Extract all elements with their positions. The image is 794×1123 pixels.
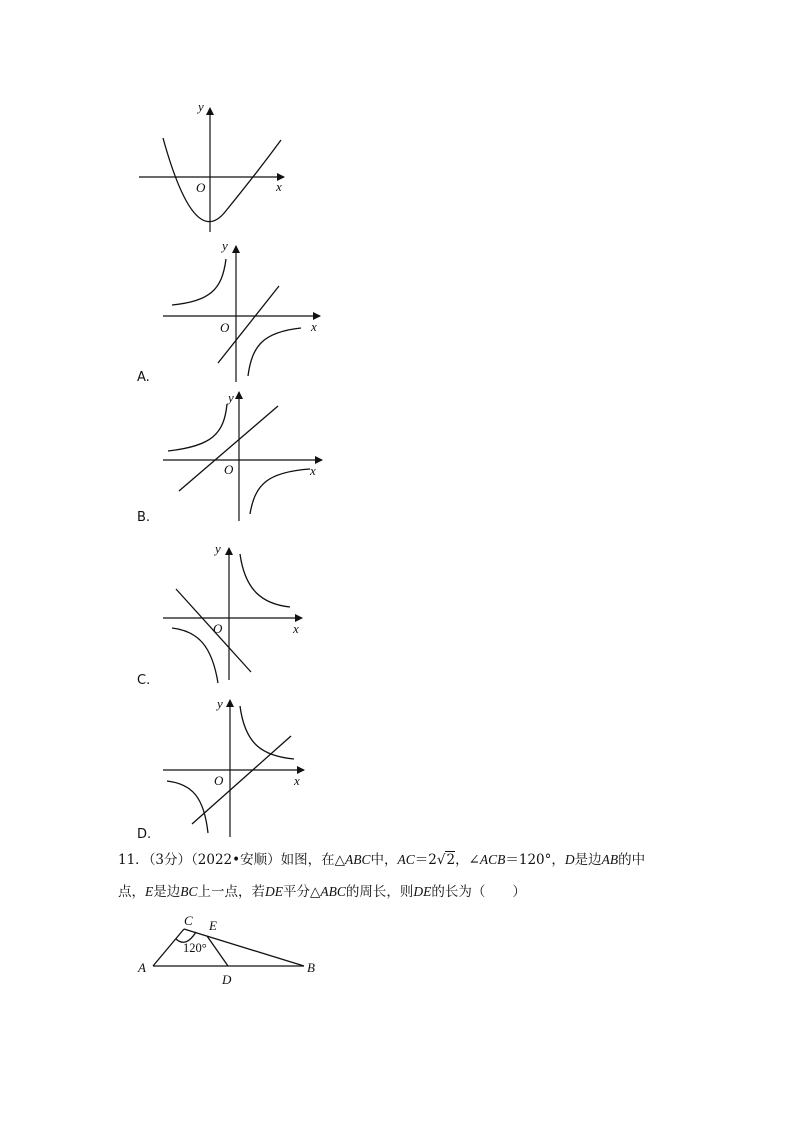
- origin-label: O: [214, 773, 224, 788]
- math-ab: AB: [601, 852, 619, 867]
- math-abc: ABC: [320, 884, 346, 899]
- text: ，∠: [455, 852, 480, 868]
- option-a-label: A.: [137, 370, 150, 385]
- math-de: DE: [413, 884, 432, 899]
- question-number: 11．: [118, 852, 149, 868]
- side-ac: [153, 929, 184, 966]
- point-e-label: E: [209, 918, 217, 933]
- math-bc: BC: [180, 884, 198, 899]
- option-d-graph: [163, 696, 304, 837]
- linear-function-line: [179, 406, 278, 491]
- angle-label: 120°: [183, 941, 207, 955]
- text: ＝120°，: [505, 852, 565, 868]
- segment-de: [207, 936, 228, 966]
- math-d: D: [564, 852, 575, 867]
- origin-label: O: [196, 180, 206, 195]
- hyperbola-branch-right: [248, 328, 301, 376]
- math-e: E: [145, 884, 154, 899]
- x-axis-label: x: [311, 319, 317, 334]
- vertex-c-label: C: [184, 913, 193, 928]
- text: 的周长，则: [345, 884, 414, 900]
- text: ＝2: [414, 852, 437, 868]
- text: 上一点，若: [197, 884, 266, 900]
- option-a-graph: [163, 238, 320, 382]
- sqrt-argument: 2: [446, 852, 456, 868]
- text: 的长为（ ）: [431, 884, 526, 900]
- y-axis-label: y: [222, 238, 228, 253]
- text: 如图，在△: [280, 852, 345, 868]
- vertex-b-label: B: [307, 960, 315, 975]
- hyperbola-branch-left: [172, 628, 218, 683]
- text: 中，: [370, 852, 398, 868]
- hyperbola-branch-right: [240, 554, 290, 607]
- math-ac: AC: [397, 852, 415, 867]
- y-axis-label: y: [217, 696, 223, 711]
- triangle-figure: [137, 913, 315, 987]
- hyperbola-branch-left: [167, 781, 208, 833]
- hyperbola-branch-right: [250, 469, 310, 514]
- text: 的中: [618, 852, 646, 868]
- question-score: （3分）: [148, 852, 192, 868]
- math-acb: ACB: [479, 852, 506, 867]
- question-11-line-1: [118, 846, 645, 874]
- parabola-curve: [163, 138, 281, 222]
- text: 点，: [118, 884, 145, 900]
- hyperbola-branch-left: [168, 404, 227, 451]
- point-d-label: D: [222, 972, 232, 987]
- vertex-a-label: A: [138, 960, 146, 975]
- option-c-label: C.: [137, 673, 151, 688]
- x-axis-label: x: [294, 773, 300, 788]
- text: 平分△: [283, 884, 321, 900]
- question-source: （2022•安顺）: [191, 852, 281, 868]
- x-axis-label: x: [310, 463, 316, 478]
- linear-function-line: [192, 736, 291, 824]
- option-b-label: B.: [137, 510, 151, 525]
- origin-label: O: [220, 320, 230, 335]
- option-b-graph: [163, 390, 322, 521]
- option-c-graph: [163, 541, 302, 683]
- parabola-graph: [139, 99, 284, 232]
- hyperbola-branch-left: [172, 259, 226, 305]
- math-abc: ABC: [345, 852, 371, 867]
- y-axis-label: y: [228, 390, 234, 405]
- x-axis-label: x: [293, 621, 299, 636]
- hyperbola-branch-right: [240, 706, 294, 759]
- math-de: DE: [265, 884, 284, 899]
- text: 是边: [574, 852, 602, 868]
- origin-label: O: [213, 621, 223, 636]
- y-axis-label: y: [198, 99, 204, 114]
- x-axis-label: x: [276, 179, 282, 194]
- text: 是边: [153, 884, 181, 900]
- question-11-line-2: [118, 878, 526, 906]
- origin-label: O: [224, 462, 234, 477]
- option-d-label: D.: [137, 827, 152, 842]
- y-axis-label: y: [215, 541, 221, 556]
- sqrt-sign: √: [436, 852, 446, 868]
